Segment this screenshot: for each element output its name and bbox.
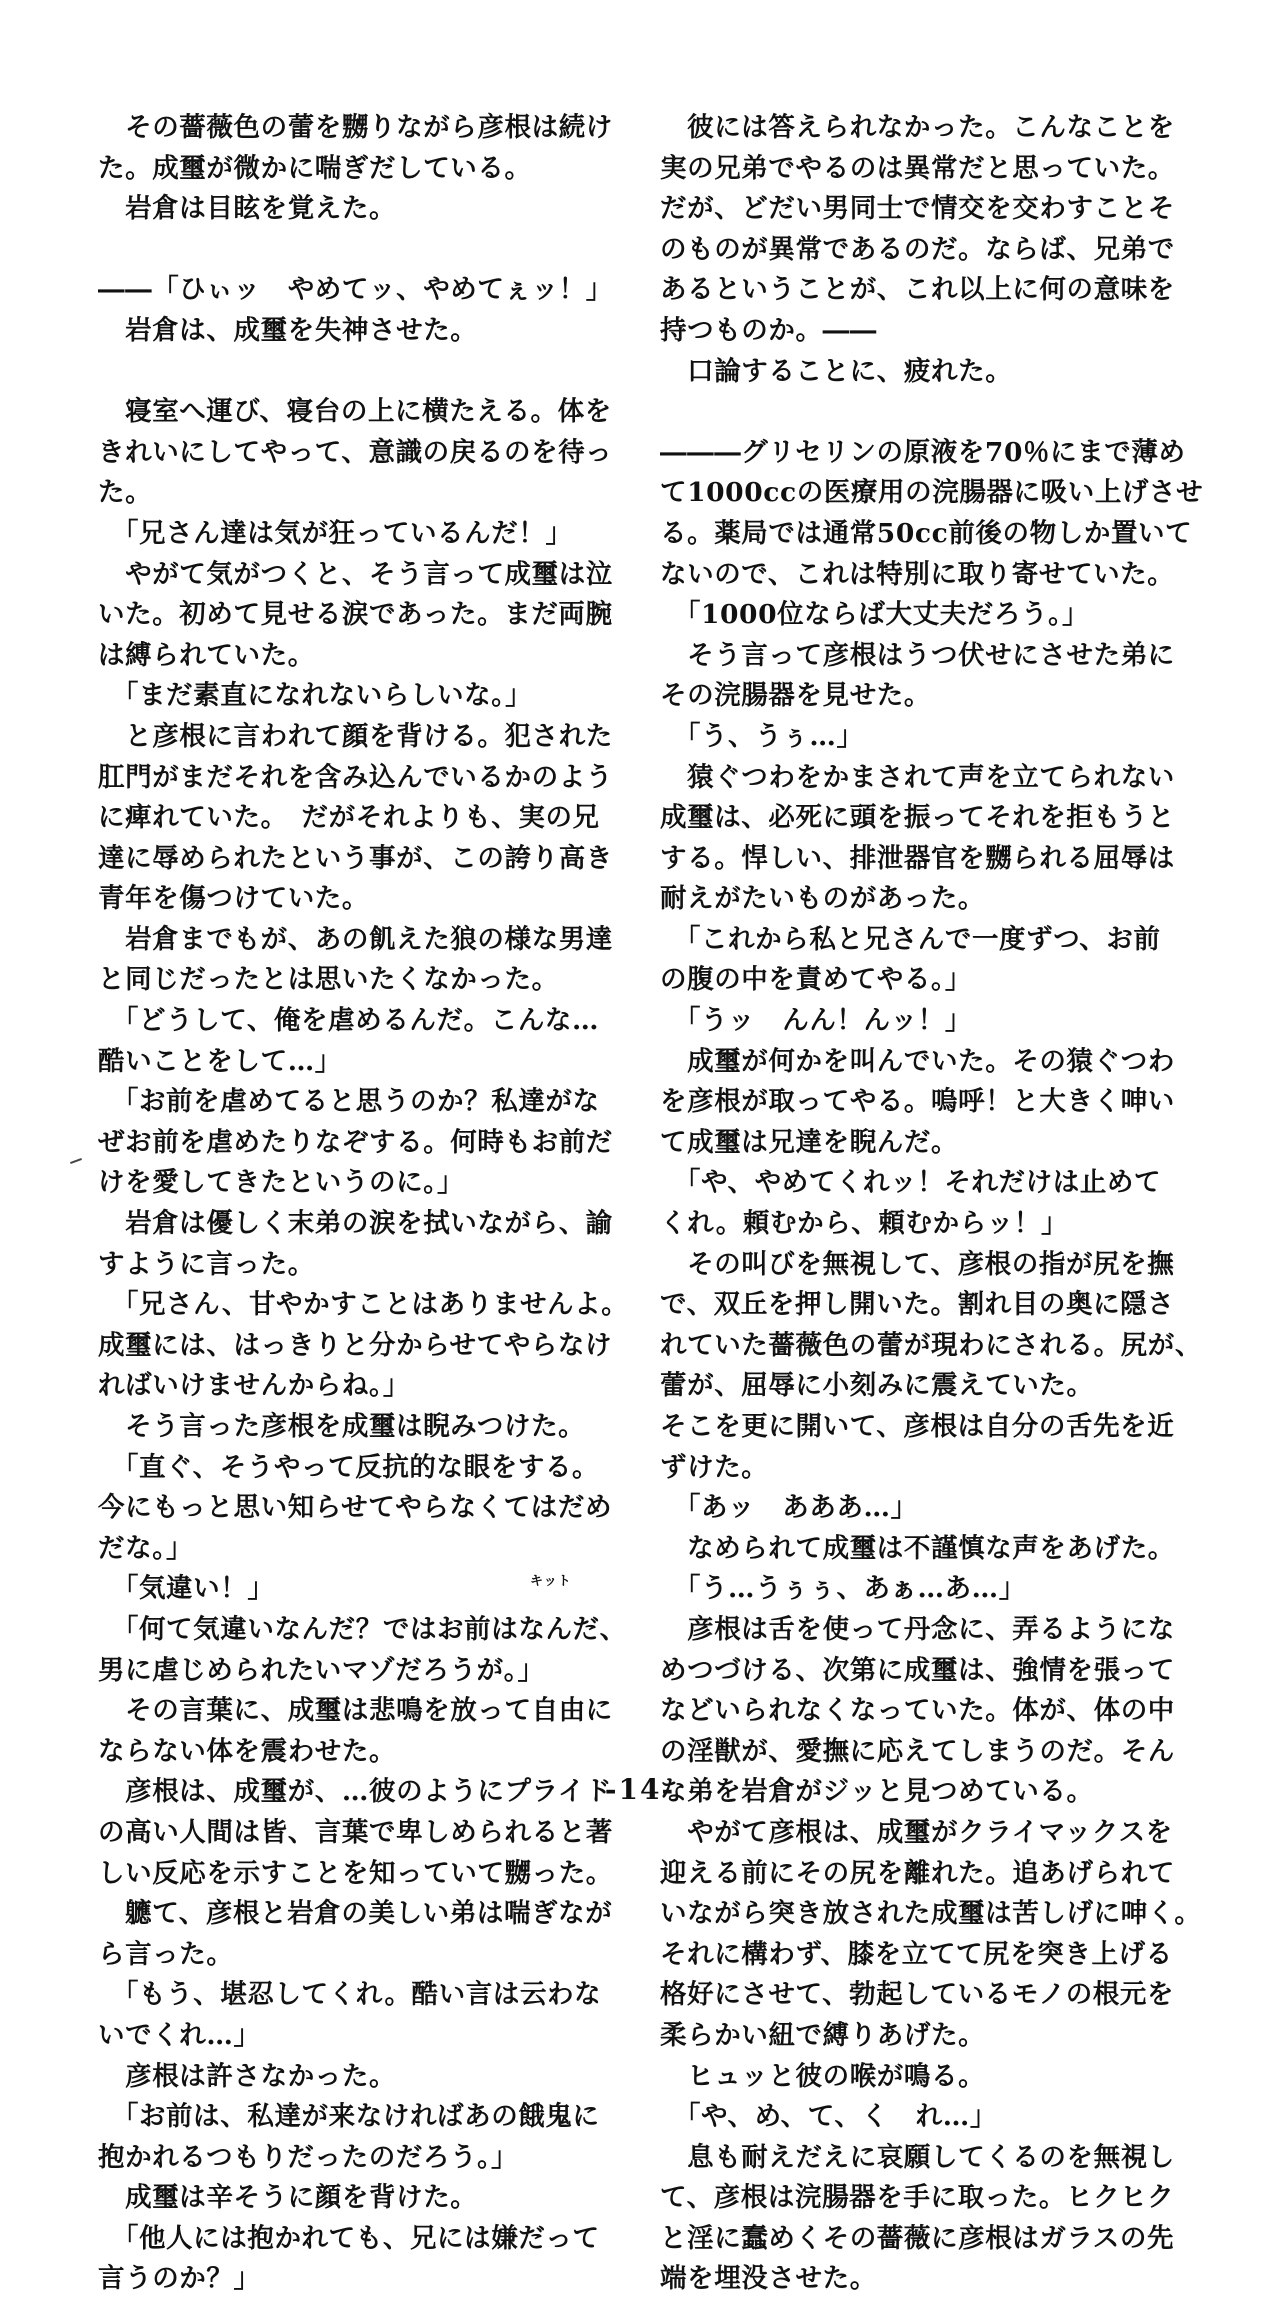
text-line: 「うッ んん！んッ！」 bbox=[660, 1005, 972, 1037]
text-line: だな。」 bbox=[98, 1532, 194, 1564]
text-line: 「もう、堪忍してくれ。酷い言は云わな bbox=[98, 1979, 602, 2011]
text-line: いながら突き放された成璽は苦しげに呻く。 bbox=[660, 1898, 1202, 1930]
text-line: 「他人には抱かれても、兄には嫌だって bbox=[98, 2222, 600, 2254]
text-line: に痺れていた。 だがそれよりも、実の兄 bbox=[98, 802, 600, 834]
text-line: 「や、め、て、く れ…」 bbox=[660, 2101, 997, 2133]
text-line: 口論することに、疲れた。 bbox=[660, 355, 1013, 387]
text-line: しい反応を示すことを知っていて嬲った。 bbox=[98, 1857, 613, 1889]
text-line: やがて気がつくと、そう言って成璽は泣 bbox=[98, 558, 613, 590]
text-line: ぜお前を虐めたりなぞする。何時もお前だ bbox=[98, 1126, 613, 1158]
text-line: と彦根に言われて顔を背ける。犯された bbox=[98, 720, 613, 752]
text-line: ―――グリセリンの原液を70％にまで薄め bbox=[660, 436, 1186, 468]
text-line: を彦根が取ってやる。嗚呼！と大きく呻い bbox=[660, 1086, 1175, 1118]
text-line: いでくれ…」 bbox=[98, 2019, 261, 2051]
text-line: 猿ぐつわをかまされて声を立てられない bbox=[660, 761, 1175, 793]
text-line: 「う…うぅぅ、あぁ…あ…」 bbox=[660, 1573, 1026, 1605]
text-line: すように言った。 bbox=[98, 1248, 315, 1280]
text-line: 岩倉は優しく末弟の涙を拭いながら、諭 bbox=[98, 1208, 613, 1240]
text-line: 「兄さん達は気が狂っているんだ！」 bbox=[98, 517, 573, 549]
text-line: きれいにしてやって、意識の戻るのを待っ bbox=[98, 436, 613, 468]
text-line: 「お前を虐めてると思うのか？私達がな bbox=[98, 1086, 600, 1118]
text-line: する。悍しい、排泄器官を嬲られる屈辱は bbox=[660, 842, 1175, 874]
text-line: ないので、これは特別に取り寄せていた。 bbox=[660, 558, 1175, 590]
text-line: 岩倉までもが、あの飢えた狼の様な男達 bbox=[98, 923, 613, 955]
text-line: その叫びを無視して、彦根の指が尻を撫 bbox=[660, 1248, 1175, 1280]
text-line: その薔薇色の蕾を嬲りながら彦根は続け bbox=[98, 112, 613, 143]
text-line: た。成璽が微かに喘ぎだしている。 bbox=[98, 152, 532, 184]
text-line: 肛門がまだそれを含み込んでいるかのよう bbox=[98, 761, 613, 793]
text-line: などいられなくなっていた。体が、体の中 bbox=[660, 1695, 1175, 1727]
text-line: 迎える前にその尻を離れた。追あげられて bbox=[660, 1857, 1175, 1889]
text-line: 「お前は、私達が来なければあの餓鬼に bbox=[98, 2101, 600, 2133]
text-line: 彦根は許さなかった。 bbox=[98, 2060, 397, 2092]
text-line: 端を埋没させた。 bbox=[660, 2263, 877, 2295]
text-line: そう言った彦根を成璽は睨みつけた。 bbox=[98, 1411, 586, 1442]
text-line: 実の兄弟でやるのは異常だと思っていた。 bbox=[660, 152, 1175, 184]
text-line: 「1000位ならば大丈夫だろう。」 bbox=[660, 599, 1090, 631]
text-line: 言うのか？」 bbox=[98, 2263, 261, 2295]
text-line: ら言った。 bbox=[98, 1938, 234, 1970]
text-line: 「あッ あああ…」 bbox=[660, 1492, 918, 1524]
text-line: そう言って彦根はうつ伏せにさせた弟に bbox=[660, 639, 1175, 671]
text-line: ヒュッと彼の喉が鳴る。 bbox=[660, 2060, 986, 2092]
text-line: あるということが、これ以上に何の意味を bbox=[660, 274, 1175, 306]
text-line: 男に虐じめられたいマゾだろうが。」 bbox=[98, 1654, 545, 1686]
text-line: て、彦根は浣腸器を手に取った。ヒクヒク bbox=[660, 2182, 1175, 2214]
text-line: で、双丘を押し開いた。割れ目の奥に隠さ bbox=[660, 1289, 1175, 1321]
text-line: 寝室へ運び、寝台の上に横たえる。体を bbox=[98, 396, 612, 428]
text-line: なめられて成璽は不謹慎な声をあげた。 bbox=[660, 1532, 1175, 1564]
text-line: やがて彦根は、成璽がクライマックスを bbox=[660, 1816, 1173, 1848]
furigana-annotation: キット bbox=[530, 1574, 572, 1589]
text-line: それに構わず、膝を立てて尻を突き上げる bbox=[660, 1938, 1173, 1970]
text-line: 岩倉は目眩を覚えた。 bbox=[98, 193, 397, 225]
text-line: 成璽には、はっきりと分からせてやらなけ bbox=[98, 1329, 613, 1361]
text-line: 持つものか。―― bbox=[660, 314, 877, 346]
page-number: -14- bbox=[604, 1773, 676, 1806]
text-line: めつづける、次第に成璽は、強情を張って bbox=[660, 1654, 1175, 1686]
text-line: 「兄さん、甘やかすことはありませんよ。 bbox=[98, 1289, 629, 1321]
text-line: 酷いことをして…」 bbox=[98, 1045, 342, 1077]
text-line: て成璽は兄達を睨んだ。 bbox=[660, 1126, 959, 1158]
text-line: 青年を傷つけていた。 bbox=[98, 883, 369, 915]
text-line: いた。初めて見せる涙であった。まだ両腕 bbox=[98, 599, 613, 631]
text-line: 抱かれるつもりだったのだろう。」 bbox=[98, 2141, 519, 2173]
text-line: だが、どだい男同士で情交を交わすことそ bbox=[660, 193, 1175, 225]
text-line: 彦根は、成璽が、…彼のようにプライド bbox=[98, 1776, 613, 1808]
text-line: ずけた。 bbox=[660, 1451, 769, 1483]
text-line: 「これから私と兄さんで一度ずつ、お前 bbox=[660, 923, 1161, 955]
left-text-column bbox=[98, 108, 638, 2300]
text-line: な弟を岩倉がジッと見つめている。 bbox=[660, 1776, 1094, 1808]
text-line: 息も耐えだえに哀願してくるのを無視し bbox=[660, 2141, 1175, 2173]
text-line: ――「ひぃッ やめてッ、やめてぇッ！」 bbox=[98, 274, 613, 306]
text-line: た。 bbox=[98, 477, 153, 509]
text-line: と淫に蠢めくその薔薇に彦根はガラスの先 bbox=[660, 2222, 1175, 2254]
text-line: 彼には答えられなかった。こんなことを bbox=[660, 112, 1175, 143]
stray-ink-mark bbox=[70, 1158, 82, 1164]
text-line bbox=[98, 230, 638, 271]
text-line: のものが異常であるのだ。ならば、兄弟で bbox=[660, 233, 1175, 265]
text-line: けを愛してきたというのに。」 bbox=[98, 1167, 465, 1199]
text-line: 「何て気違いなんだ？ではお前はなんだ、 bbox=[98, 1613, 627, 1645]
text-line: 耐えがたいものがあった。 bbox=[660, 883, 985, 915]
text-line: 軈て、彦根と岩倉の美しい弟は喘ぎなが bbox=[98, 1898, 613, 1930]
text-line: は縛られていた。 bbox=[98, 639, 315, 671]
text-line: と同じだったとは思いたくなかった。 bbox=[98, 964, 559, 996]
text-line: ればいけませんからね。」 bbox=[98, 1370, 410, 1402]
text-line: の淫獣が、愛撫に応えてしまうのだ。そん bbox=[660, 1735, 1175, 1767]
text-line: 成璽が何かを叫んでいた。その猿ぐつわ bbox=[660, 1045, 1175, 1077]
text-line: 「直ぐ、そうやって反抗的な眼をする。 bbox=[98, 1451, 600, 1483]
text-line: その浣腸器を見せた。 bbox=[660, 680, 931, 712]
text-line: 蕾が、屈辱に小刻みに震えていた。 bbox=[660, 1370, 1094, 1402]
text-line: 「どうして、俺を虐めるんだ。こんな… bbox=[98, 1005, 600, 1037]
text-line: る。薬局では通常50cc前後の物しか置いて bbox=[660, 517, 1193, 549]
text-line: の腹の中を責めてやる。」 bbox=[660, 964, 972, 996]
text-line: そこを更に開いて、彦根は自分の舌先を近 bbox=[660, 1411, 1175, 1442]
text-line: 成璽は、必死に頭を振ってそれを拒もうと bbox=[660, 802, 1175, 834]
text-line: 成璽は辛そうに顔を背けた。 bbox=[98, 2182, 478, 2214]
text-line bbox=[98, 352, 638, 393]
text-line: れていた薔薇色の蕾が現わにされる。尻が、 bbox=[660, 1329, 1202, 1361]
text-line: 彦根は舌を使って丹念に、弄るようにな bbox=[660, 1613, 1175, 1645]
right-text-column bbox=[660, 108, 1204, 2300]
text-line: 今にもっと思い知らせてやらなくてはだめ bbox=[98, 1492, 613, 1524]
text-line: 達に辱められたという事が、この誇り高き bbox=[98, 842, 613, 874]
text-line: 柔らかい紐で縛りあげた。 bbox=[660, 2019, 986, 2051]
text-line: 「まだ素直になれないらしいな。」 bbox=[98, 680, 533, 712]
text-line: 「う、うぅ…」 bbox=[660, 720, 864, 752]
text-line: その言葉に、成璽は悲鳴を放って自由に bbox=[98, 1695, 613, 1727]
text-line: 格好にさせて、勃起しているモノの根元を bbox=[660, 1979, 1175, 2011]
text-line: て1000ccの医療用の浣腸器に吸い上げさせ bbox=[660, 477, 1204, 509]
text-line: 「や、やめてくれッ！それだけは止めて bbox=[660, 1167, 1162, 1199]
text-line: くれ。頼むから、頼むからッ！」 bbox=[660, 1208, 1069, 1240]
text-line: の高い人間は皆、言葉で卑しめられると著 bbox=[98, 1816, 613, 1848]
text-line: ならない体を震わせた。 bbox=[98, 1735, 397, 1767]
text-line: 「気違い！」 bbox=[98, 1573, 275, 1605]
text-line: 岩倉は、成璽を失神させた。 bbox=[98, 314, 478, 346]
text-line bbox=[660, 392, 1200, 433]
